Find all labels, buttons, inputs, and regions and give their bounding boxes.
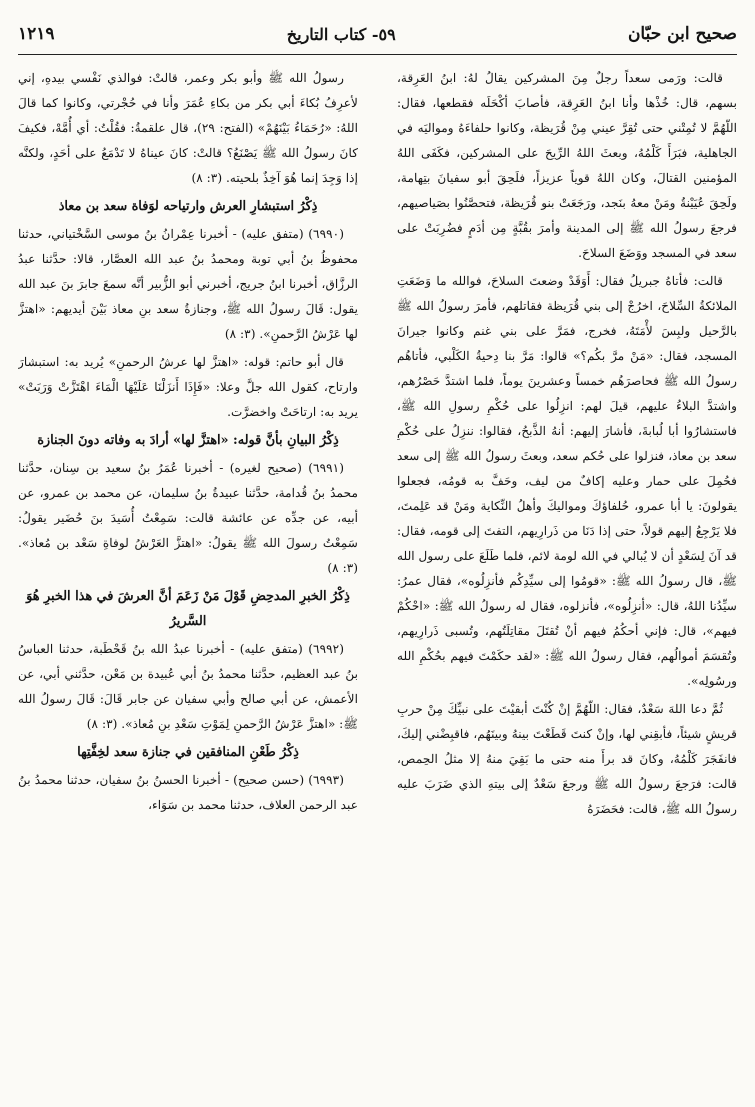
text-paragraph: (٦٩٩١) (صحيح لغيره) - أخبرنا عُمَرُ بنُ سعيد بن سِنان، حدَّثنا محمدُ بنُ قُدامة، حدَّثنا عبيدةُ بنُ سليمان، عن محمد بن عمرو، عن أبيه، عن جدِّه عن عائشة قالت: سَمِعْتُ أُسَيدَ بنَ حُضَير يقولُ: سَمِعْتُ رسولَ الله ﷺ يقولُ: «اهتزَّ العَرْشُ لوفاةِ سَعْد بن مُعاذ». (٣: ٨) xyxy=(18,461,358,575)
text-paragraph: قالت: فأتاهُ جبريلُ فقال: أَوَقَدْ وضعتَ السلاحَ، فوالله ما وَضَعَتِ الملائكةُ السِّلاحَ، اخرُجْ إلى بني قُرَيظة فقاتلهم، فأمرَ رسولُ الله ﷺ بالرَّحيل ولبِسَ لأْمَتَهُ، فخرج، فمَرَّ على بني غنم وكانوا جيرانَ المسجد، فقال: «مَنْ مرَّ بكُم؟» قالوا: مَرَّ بنا دِحيةُ الكَلْبي، فأتاهُم رسولُ الله ﷺ فحاصرَهُم خمساً وعشرينَ يوماً، فلما اشتدَّ حَصْرُهم، واشتدَّ البلاءُ عليهم، قيلَ لهم: انزِلُوا على حُكْمِ رسولِ الله ﷺ، فاستشارُوا أبا لُبابةَ، فأشارَ إليهم: أنهُ الذَّبحُ، فقالوا: ننزِلُ على حُكْمِ سعد بن معاذ، فنزلوا على حُكم سعد، وبعثَ رسولُ الله ﷺ إلى سعد فحُمِلَ على حمار وعليه إكافٌ من ليف، وحَفَّ به قومُه، فجعلوا يقولونَ: يا أبا عمرو، حُلفاؤكَ ومواليكَ وأهلُ النِّكاية ومَنْ قد عَلِمتَ، فلا يَرْجِعُ إليهم قولاً، حتى إذا دَنَا من ذَرارِيهم، التفتَ إلى قومه، فقال: قد آنَ لِسَعْدٍ أن لا يُبالي في الله لومة لائم، فلما طَلَعَ على رسول الله ﷺ، قال رسولُ الله ﷺ: «قومُوا إلى سيِّدِكُم فأنزِلُوه»، فقال عمرُ: سيِّدُنا اللهُ، قال: «أنزِلُوه»، فأنزلوه، فقال له رسولُ الله ﷺ: «احْكُمْ فيهم»، قال: فإني أحكُمُ فيهم أنْ تُقتَلَ مقاتِلَتُهم، وتُسبى ذَرارِيهم، وتُقسَمَ أموالُهم، فقال رسولُ الله ﷺ: «لقد حكَمْتَ فيهم بحُكْمِ الله ورسُولِه». xyxy=(397,274,737,688)
book-page xyxy=(18,14,737,1094)
section-heading: ذِكْرُ الخبرِ المدحِضِ قَوْلَ مَنْ زَعَمَ أنَّ العرشَ في هذا الخبرِ هُوَ السَّريرُ xyxy=(26,589,350,629)
text-paragraph: قالت: ورَمى سعداً رجلٌ مِنَ المشركين يقالُ لهُ: ابنُ العَرِقة، بسهم، قال: خُذْها وأنا ابنُ العَرِقة، فأصابَ أكْحَلَه فقطعها، فقال: اللّهُمَّ لا تُمِتْني حتى تُقِرَّ عيني مِنْ قُرَيظة، وكانوا حلفاءَهُ ومواليَه في الجاهلية، فبَرَأَ كَلْمُهُ، وبعثَ اللهُ الرِّيحَ على المشركين، فكَفَى اللهُ المؤمنين القتالَ، وكان اللهُ قوياً عزيزاً، فلَحِقَ أبو سفيانَ بتِهامة، ولَحِقَ عُيَيْنةُ ومَنْ معهُ بنَجد، ورَجَعَتْ بنو قُرَيظة، فتحصَّنُوا بصَياصيهم، فرجعَ رسولُ الله ﷺ إلى المدينة وأمرَ بقُبَّةٍ مِن أدَمٍ فضُرِبَتْ على سعد في المسجد ووَضَعَ السلاحَ. xyxy=(397,71,737,260)
text-paragraph: (٦٩٩٠) (متفق عليه) - أخبرنا عِمْرانُ بنُ موسى السَّخْتياني، حدثنا محفوظُ بنُ أبي توبة ومحمدُ بنُ عبد الله العصَّار، قالا: حدَّثنا عبدُ الرزَّاق، أخبرنا ابنُ جريج، أخبرني أبو الزُّبير أنَّه سمعَ جابرَ بنَ عبد الله يقول: قَالَ رسولُ الله ﷺ، وجنازةُ سعد بنِ معاذ بَيْنَ أيديهم: «اهتزَّ لها عَرْشُ الرَّحمنِ». (٣: ٨) xyxy=(18,227,358,341)
book-title: صحيح ابن حبّان xyxy=(627,24,737,44)
page-header xyxy=(18,14,737,55)
section-heading: ذِكْرُ طَعْنِ المنافقين في جنازة سعد لخِفَّتِها xyxy=(77,745,299,760)
page-number: ١٢١٩ xyxy=(18,24,55,44)
text-paragraph: رسولُ الله ﷺ وأبو بكر وعمر، قالتْ: فوالذي نَفْسي بيدهِ، إني لأعرِفُ بُكاءَ أبي بكر من بكاءِ عُمَرَ وأنا في حُجْرتي، وكانوا كما قالَ اللهُ: «رُحَمَاءُ بَيْنَهُمْ» (الفتح: ٢٩)، قال علقمةُ: فقُلْتُ: أي أُمَّهْ، فكيفَ كانَ رسولُ الله ﷺ يَصْنَعُ؟ قالتْ: كانَ عيناهُ لا تَدْمَعُ على أحَدٍ، ولكنَّه إذا وَجِدَ إنما هُوَ آخِذٌ بلحيته. (٣: ٨) xyxy=(18,71,358,185)
text-paragraph: ثُمَّ دعا اللهَ سَعْدٌ، فقال: اللّهُمَّ إنْ كُنْتَ أبقيْتَ على نبيِّكَ مِنْ حربِ قريشٍ شيئاً، فأبقِني لها، وإنْ كنتَ قَطَعْتَ بينهُ وبينَهُم، فاقبِضْني إليكَ، فانفَجَرَ كَلْمُهُ، وكانَ قد برأَ منه حتى ما بَقِيَ منهُ إلا مثلُ الحِمص، قالت: فرَجعَ رسولُ الله ﷺ ورجعَ سَعْدٌ إلى بيتهِ الذي ضَرَبَ عليه رسولُ الله ﷺ، قالت: فحَضَرَهُ xyxy=(397,702,737,816)
chapter-title: ٥٩- كتاب التاريخ xyxy=(286,24,396,44)
left-column xyxy=(18,66,358,1091)
text-paragraph: قال أبو حاتم: قوله: «اهتزَّ لها عرشُ الرحمنِ» يُريد به: استبشارَ وارتاح، كقول الله جلَّ وعلا: «فَإِذَا أَنزَلْنَا عَلَيْهَا الْمَاءَ اهْتَزَّتْ وَرَبَتْ» يريد به: ارتاحَتْ واخضرَّت. xyxy=(18,355,358,419)
section-heading: ذِكْرُ البيانِ بأنَّ قوله: «اهتزَّ لها» أرادَ به وفاته دونَ الجنازة xyxy=(37,433,339,448)
text-paragraph: (٦٩٩٣) (حسن صحيح) - أخبرنا الحسنُ بنُ سفيان، حدثنا محمدُ بنُ عبد الرحمن العلاف، حدثنا محمد بن سَوَاء، xyxy=(18,773,358,812)
section-heading: ذِكْرُ استبشارِ العرش وارتياحه لوَفاة سعد بن معاذ xyxy=(58,199,318,214)
text-paragraph: (٦٩٩٢) (متفق عليه) - أخبرنا عبدُ الله بنُ قَحْطَبة، حدثنا العباسُ بنُ عبد العظيم، حدَّثنا محمدُ بنُ أبي عُبيدة بن مَعْن، حدَّثني أبي، عن الأعمش، عن أبي صالح وأبي سفيان عن جابر قَالَ: قَالَ رسولُ الله ﷺ: «اهتزَّ عَرْشُ الرَّحمنِ لِمَوْتِ سَعْدِ بنِ مُعاذ». (٣: ٨) xyxy=(18,642,358,731)
text-columns xyxy=(18,66,737,1094)
right-column xyxy=(397,66,737,1091)
